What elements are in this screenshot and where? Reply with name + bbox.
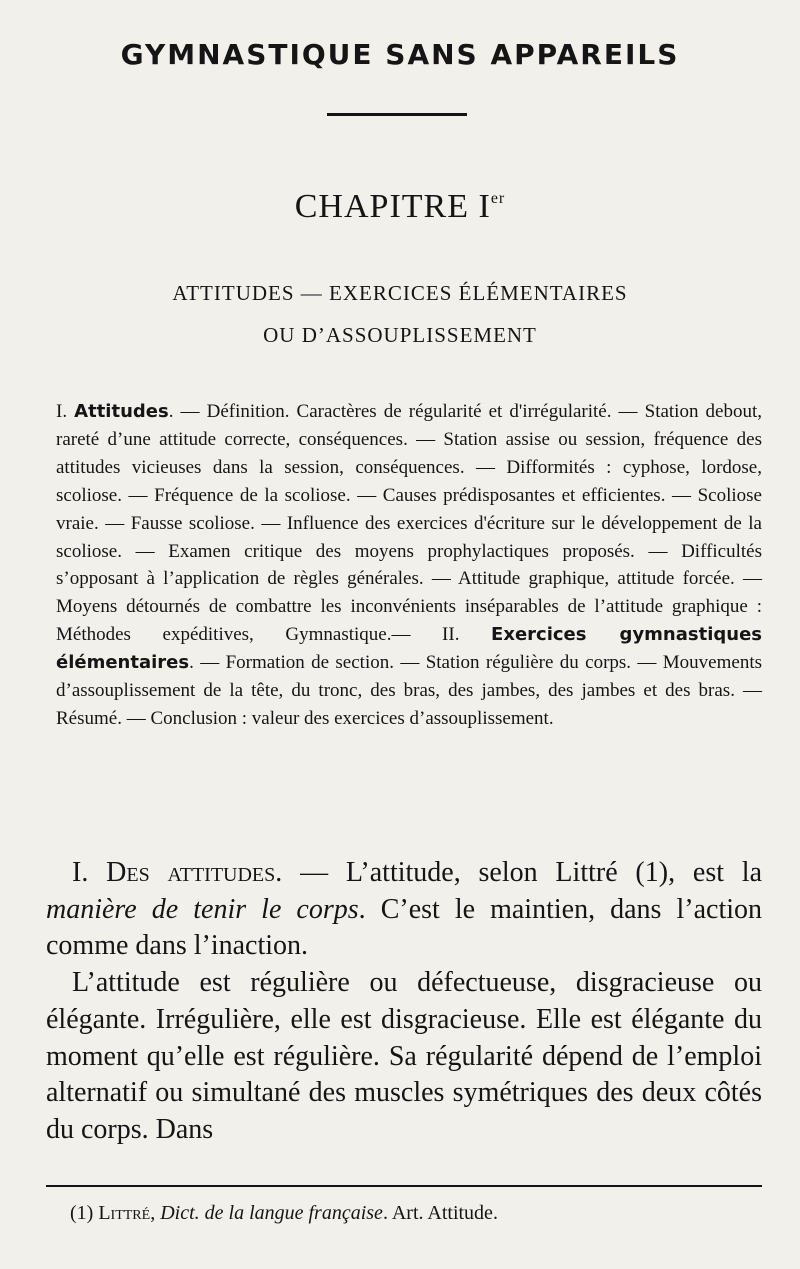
footnote-separator: ,	[150, 1202, 161, 1224]
footnote-author: Littré	[98, 1202, 151, 1224]
paragraph-1-text-a: — L’attitude, selon Littré (1), est la	[282, 857, 763, 888]
body-paragraph-2: L’attitude est régulière ou défectueuse, disgracieuse ou élégante. Irrégulière, elle est disgracieuse. Elle est élégante du moment qu’elle est régulière. Sa régularité dépend de l’emploi alternatif ou simultané des muscles symétriques des deux côtés du corps. Dans	[46, 967, 762, 1145]
chapter-subtitle-line-1: ATTITUDES — EXERCICES ÉLÉMENTAIRES	[172, 281, 628, 305]
summary-heading-attitudes: Attitudes	[74, 401, 169, 422]
chapter-label: CHAPITRE I	[294, 188, 491, 225]
paragraph-1-italic-phrase: manière de tenir le corps	[46, 893, 359, 925]
summary-text-2: . — Formation de section. — Station régulière du corps. — Mouvements d’assouplissement de la tête, du tronc, des bras, des jambes, des jambes et des bras. — Résumé. — Conclusion : valeur des exercices d’assouplissement.	[56, 652, 762, 729]
chapter-ordinal-suffix: er	[490, 190, 506, 207]
running-title: GYMNASTIQUE SANS APPAREILS	[120, 38, 680, 71]
summary-section-number-1: I.	[56, 401, 68, 422]
body-text	[46, 855, 762, 1149]
summary-text-1: . — Définition. Caractères de régularité et d'irrégularité. — Station debout, rareté d’une attitude correcte, conséquences. — Station assise ou session, fréquence des attitudes vicieuses dans la session, conséquences. — Difformités : cyphose, lordose, scoliose. — Fréquence de la scoliose. — Causes prédisposantes et efficientes. — Scoliose vraie. — Fausse scoliose. — Influence des exercices d'écriture sur le développement de la scoliose. — Examen critique des moyens prophylactiques proposés. — Difficultés s’opposant à l’application de règles générales. — Attitude graphique, attitude forcée. — Moyens détournés de combattre les inconvénients inséparables de l’attitude graphique : Méthodes expéditives, Gymnastique.— II.	[56, 401, 762, 646]
summary-heading-exercices: Exercices gymnastiques élémentaires	[56, 624, 762, 674]
footnote	[70, 1202, 498, 1225]
title-rule	[327, 113, 467, 116]
footnote-rest: . Art. Attitude.	[382, 1202, 498, 1224]
section-heading: Des attitudes.	[106, 857, 283, 888]
paragraph-1-text-b: . C’est le maintien, dans l’action comme dans l’inaction.	[46, 893, 762, 962]
section-number: I.	[72, 857, 89, 888]
footnote-rule	[46, 1185, 762, 1187]
footnote-work-title: Dict. de la langue française	[160, 1202, 383, 1224]
chapter-summary	[56, 398, 762, 733]
chapter-subtitle-line-2: OU D’ASSOUPLISSEMENT	[263, 323, 537, 347]
chapter-heading	[0, 188, 800, 226]
body-paragraph-1	[46, 855, 762, 965]
footnote-mark: (1)	[70, 1202, 99, 1224]
